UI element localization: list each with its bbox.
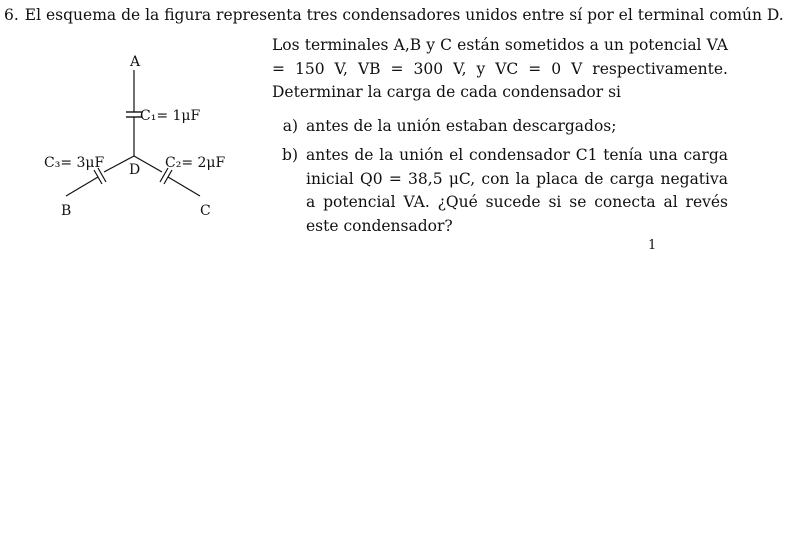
problem-intro: Los terminales A,B y C están sometidos a un potencial VA = 150 V, VB = 300 V, y VC = 0 V respectivamente. Determinar la carga de cada condensador si (272, 36, 728, 101)
question-item-a (272, 115, 728, 139)
capacitor-c1-label: C₁= 1μF (140, 108, 201, 124)
terminal-c-label: C (200, 203, 211, 219)
question-marker: b) (282, 146, 298, 164)
problem-heading (4, 6, 784, 24)
problem-number: 6. (4, 6, 19, 24)
question-item-b (272, 144, 728, 238)
problem-statement: El esquema de la figura representa tres condensadores unidos entre sí por el terminal común D. (24, 6, 784, 24)
terminal-a-label: A (130, 54, 141, 70)
problem-body (272, 34, 728, 244)
terminal-b-label: B (61, 203, 72, 219)
wire-c3-b (66, 177, 98, 196)
capacitor-c2-label: C₂= 2μF (165, 155, 226, 171)
capacitor-diagram (30, 44, 250, 224)
terminal-d-label: D (129, 162, 141, 178)
question-list (272, 115, 728, 239)
question-text: antes de la unión estaban descargados; (306, 116, 617, 135)
capacitor-c3-label: C₃= 3μF (44, 155, 105, 171)
question-text: antes de la unión el condensador C1 tenía una carga inicial Q0 = 38,5 μC, con la placa de carga negativa a potencial VA. ¿Qué sucede si se conecta al revés este condensador? (306, 146, 728, 235)
page-number: 1 (648, 238, 657, 253)
wire-c2-c (168, 177, 200, 196)
question-marker: a) (282, 116, 298, 135)
